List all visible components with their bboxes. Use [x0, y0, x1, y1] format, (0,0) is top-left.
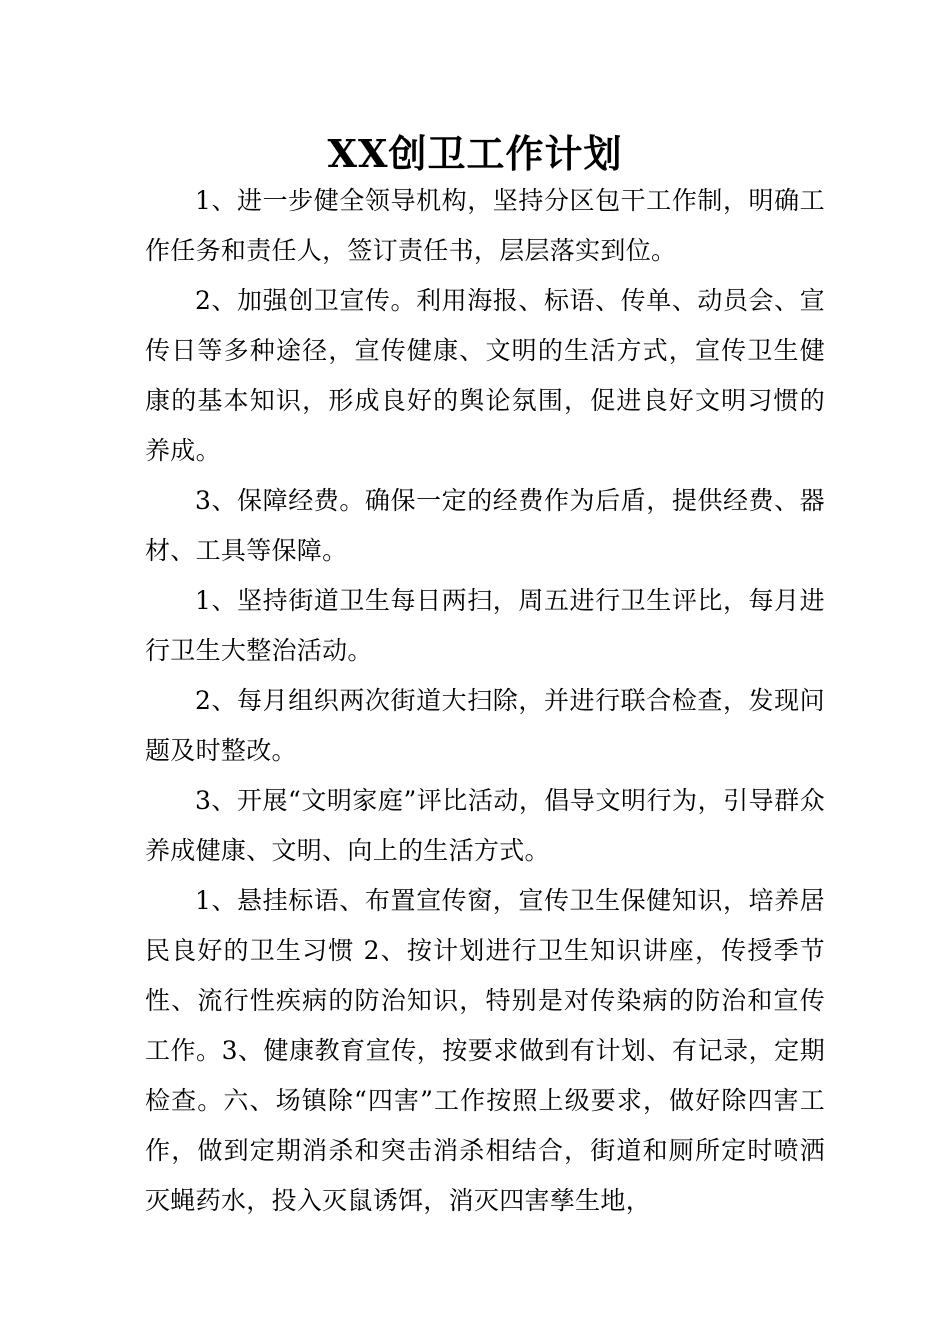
- paragraph-4: 1、坚持街道卫生每日两扫，周五进行卫生评比，每月进行卫生大整治活动。: [145, 586, 825, 665]
- paragraph-1: 1、进一步健全领导机构，坚持分区包干工作制，明确工作任务和责任人，签订责任书，层层落实到位。: [145, 186, 825, 265]
- paragraph-7: 1、悬挂标语、布置宣传窗，宣传卫生保健知识，培养居民良好的卫生习惯 2、按计划进行卫生知识讲座，传授季节性、流行性疾病的防治知识，特别是对传染病的防治和宣传工作。3、健康教育宣传，按要求做到有计划、有记录，定期检查。六、场镇除“四害”工作按照上级要求，做好除四害工作，做到定期消杀和突击消杀相结合，街道和厕所定时喷洒灭蝇药水，投入灭鼠诱饵，消灭四害孳生地，: [145, 886, 825, 1215]
- paragraph-6: 3、开展“文明家庭”评比活动，倡导文明行为，引导群众养成健康、文明、向上的生活方式。: [145, 786, 825, 865]
- paragraph-2: 2、加强创卫宣传。利用海报、标语、传单、动员会、宣传日等多种途径，宣传健康、文明的生活方式，宣传卫生健康的基本知识，形成良好的舆论氛围，促进良好文明习惯的养成。: [145, 286, 825, 465]
- paragraph-3: 3、保障经费。确保一定的经费作为后盾，提供经费、器材、工具等保障。: [145, 486, 825, 565]
- document-title: XX创卫工作计划: [327, 131, 623, 176]
- document-body: [145, 176, 825, 1226]
- paragraph-5: 2、每月组织两次街道大扫除，并进行联合检查，发现问题及时整改。: [145, 686, 825, 765]
